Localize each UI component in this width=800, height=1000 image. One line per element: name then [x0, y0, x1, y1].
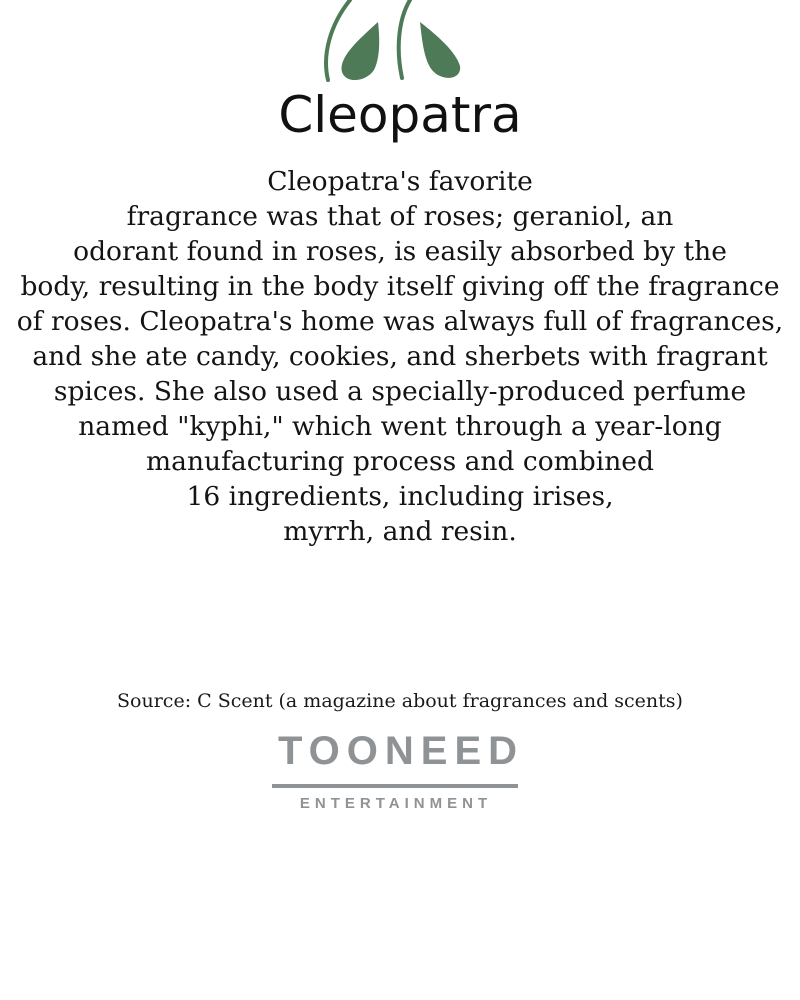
body-line: and she ate candy, cookies, and sherbets with fragrant: [32, 341, 768, 372]
leaf-left: [341, 22, 379, 80]
page-title: Cleopatra: [278, 86, 522, 144]
body-line: fragrance was that of roses; geraniol, an: [126, 201, 674, 232]
body-line: of roses. Cleopatra's home was always full of fragrances,: [16, 306, 784, 337]
logo-subtitle: ENTERTAINMENT: [299, 795, 493, 812]
leaf-sprig-icon: [310, 0, 480, 90]
body-line: body, resulting in the body itself giving off the fragrance: [20, 271, 780, 302]
body-line: odorant found in roses, is easily absorbed by the: [73, 236, 727, 267]
body-line: spices. She also used a specially-produced perfume: [53, 376, 747, 407]
source-credit: Source: C Scent (a magazine about fragrances and scents): [117, 690, 683, 712]
body-line: myrrh, and resin.: [283, 516, 517, 547]
logo-divider: [272, 784, 518, 788]
tooneed-logo: [256, 728, 546, 818]
leaf-right: [420, 22, 460, 78]
body-line: manufacturing process and combined: [146, 446, 654, 477]
leaf-stem-right: [399, 0, 410, 78]
body-paragraph: [0, 164, 800, 549]
body-line: named "kyphi," which went through a year-long: [78, 411, 722, 442]
body-line: 16 ingredients, including irises,: [186, 481, 614, 512]
body-line: Cleopatra's favorite: [267, 166, 533, 197]
logo-wordmark: TOONEED: [277, 729, 525, 773]
